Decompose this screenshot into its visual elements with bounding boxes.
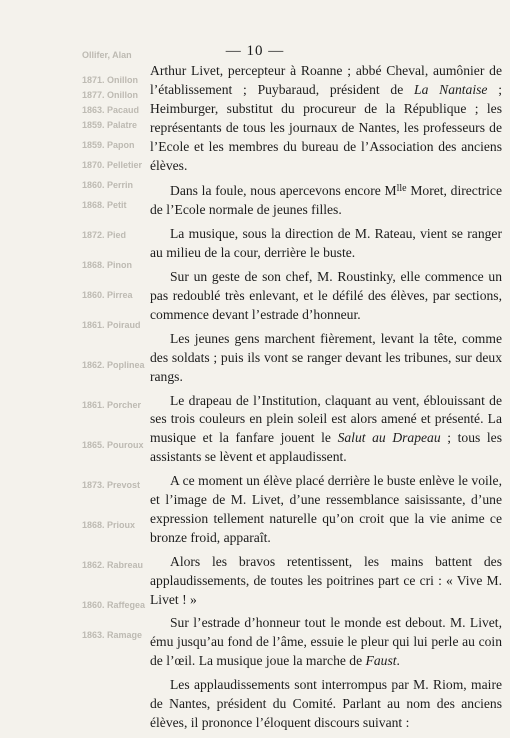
superscript-text: lle (396, 183, 407, 195)
paragraph (150, 180, 502, 220)
paragraph (150, 472, 502, 548)
paragraph (150, 268, 502, 325)
text-run: ; tous les assistants se lèvent et applaudissent. (150, 430, 503, 465)
text-run: ; Heimburger, substitut du procureur de la République ; les représentants de tous les journaux de Nantes, les professeurs de l’Ecole et les membres du bureau de l’Association des anciens élèves. (150, 81, 502, 173)
paragraph (150, 62, 502, 175)
paragraph (150, 392, 502, 468)
paragraph (150, 553, 502, 610)
body-text (150, 62, 502, 738)
text-run: A ce moment un élève placé derrière le buste enlève le voile, et l’image de M. Livet, d’une ressemblance saisissante, d’une expression tellement naturelle qu’on croit que la vie anime ce bronze froid, apparaît. (150, 473, 502, 545)
text-run: Moret, directrice de l’Ecole normale de jeunes filles. (150, 183, 502, 218)
text-run: Sur un geste de son chef, M. Roustinky, elle commence un pas redoublé très enlevant, et le défilé des élèves, par sections, commence devant l’estrade d’honneur. (150, 269, 502, 322)
text-run: Arthur Livet, percepteur à Roanne ; abbé Cheval, aumônier de l’établissement ; Puybaraud, président de (150, 63, 502, 97)
italic-text: Salut au Drapeau (337, 430, 441, 446)
italic-text: Faust (365, 653, 397, 669)
text-run: Les jeunes gens marchent fièrement, levant la tête, comme des soldats ; puis ils vont se ranger devant les tribunes, sur deux rangs. (150, 330, 502, 384)
paragraph (150, 330, 502, 387)
text-run: . (396, 653, 400, 669)
text-run: La musique, sous la direction de M. Rateau, vient se ranger au milieu de la cour, derrière le buste. (150, 226, 502, 261)
page-number: — 10 — (225, 43, 285, 59)
text-run: Le drapeau de l’Institution, claquant au vent, éblouissant de ses trois couleurs en plein soleil est alors amené et présenté. La musique et la fanfare jouent le (150, 392, 502, 446)
paragraph (150, 225, 502, 263)
text-run: Alors les bravos retentissent, les mains battent des applaudissements, de toutes les poitrines part ce cri : « Vive M. Livet ! » (150, 553, 502, 607)
paragraph (150, 676, 502, 733)
italic-text: La Nantaise (414, 81, 488, 97)
text-run: Dans la foule, nous apercevons encore M (170, 183, 397, 199)
paragraph (150, 614, 502, 671)
text-run: Sur l’estrade d’honneur tout le monde est debout. M. Livet, ému jusqu’au fond de l’âme, essuie le pleur qui lui perle au coin de l’œil. La musique joue la marche de (150, 615, 502, 669)
text-run: Les applaudissements sont interrompus par M. Riom, maire de Nantes, président du Comité. Parlant au nom des anciens élèves, il prononce l’éloquent discours suivant : (150, 677, 502, 730)
